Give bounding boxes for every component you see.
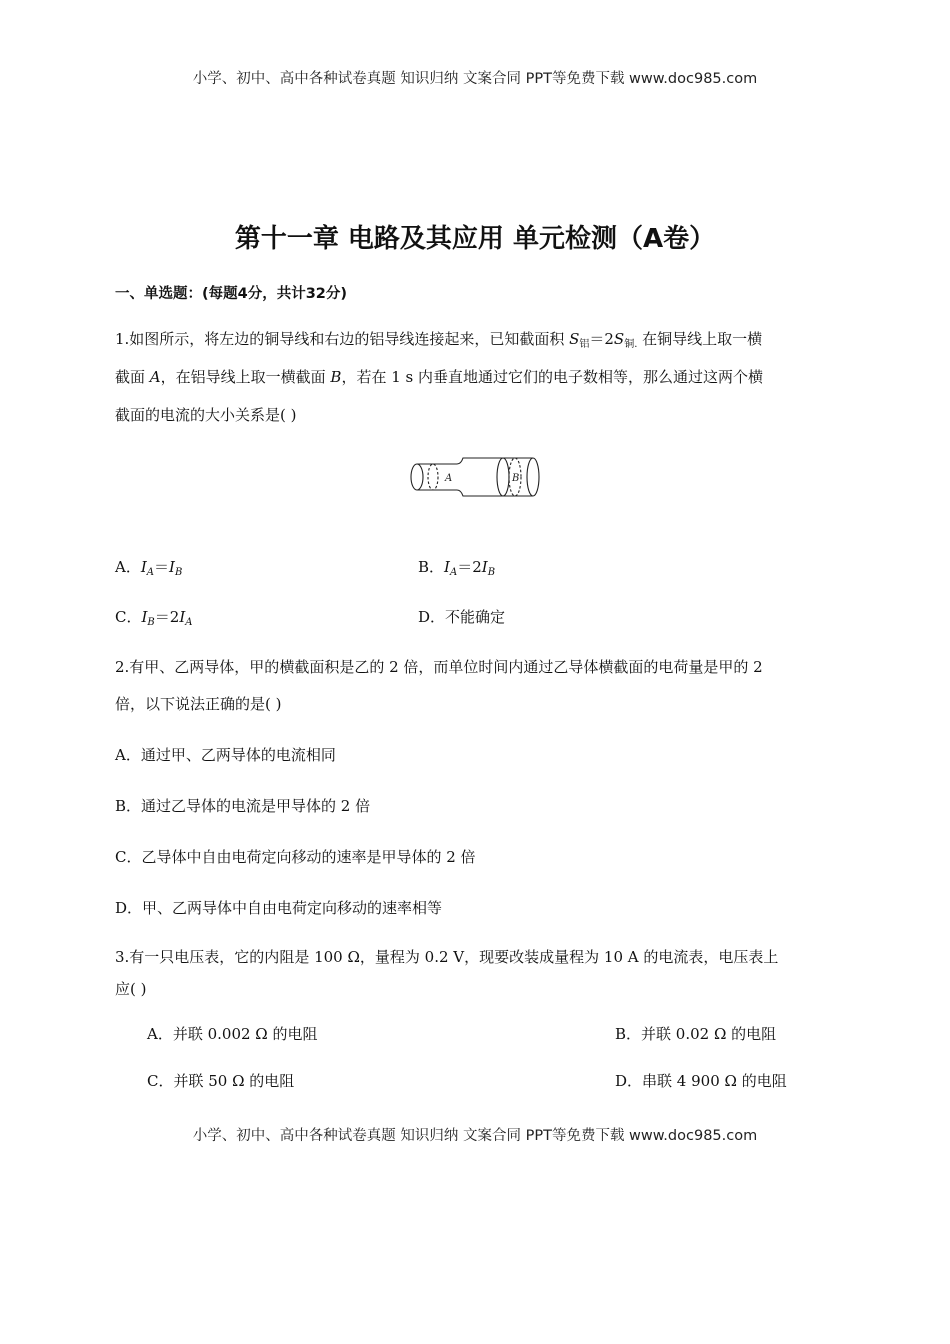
q3-option-d[interactable]: D．串联 4 900 Ω 的电阻 — [615, 1072, 787, 1090]
q1-text: 截面 — [115, 368, 150, 386]
q2-option-c[interactable]: C．乙导体中自由电荷定向移动的速率是甲导体的 2 倍 — [115, 848, 476, 866]
page-title: 第十一章 电路及其应用 单元检测（A卷） — [234, 224, 716, 254]
conductor-figure — [405, 452, 545, 502]
option-eq: ＝2 — [154, 608, 180, 626]
q1-symbol-s: S — [569, 330, 580, 348]
q3-line-2: 应( ) — [115, 980, 147, 998]
option-prefix: B． — [418, 558, 445, 576]
figure-label-a: A — [445, 473, 453, 484]
q3-line-1: 3.有一只电压表，它的内阻是 100 Ω，量程为 0.2 V，现要改装成量程为 10 A 的电流表，电压表上 — [115, 948, 779, 966]
q1-symbol-b: B — [330, 368, 342, 386]
q3-option-c[interactable]: C．并联 50 Ω 的电阻 — [147, 1072, 295, 1090]
q2-line-1: 2.有甲、乙两导体，甲的横截面积是乙的 2 倍，而单位时间内通过乙导体横截面的电荷量是甲的 2 — [115, 658, 763, 676]
symbol-i: I — [169, 558, 175, 576]
q1-option-a[interactable] — [115, 558, 183, 578]
q3-option-b[interactable]: B．并联 0.02 Ω 的电阻 — [615, 1025, 777, 1043]
symbol-i: I — [444, 558, 450, 576]
symbol-i: I — [481, 558, 488, 576]
q1-symbol-a: A — [149, 368, 161, 386]
symbol-sub: B — [147, 617, 155, 628]
q1-symbol-s: S — [613, 330, 625, 348]
q2-option-a[interactable]: A．通过甲、乙两导体的电流相同 — [115, 746, 336, 764]
section-heading: 一、单选题：(每题4分，共计32分) — [115, 286, 348, 302]
q1-option-d[interactable]: D．不能确定 — [418, 608, 506, 626]
q1-line-2 — [115, 370, 763, 385]
q1-line-1 — [115, 330, 763, 350]
q2-option-b[interactable]: B．通过乙导体的电流是甲导体的 2 倍 — [115, 797, 371, 815]
symbol-sub: B — [487, 567, 496, 578]
q1-text: ，若在 1 s 内垂直地通过它们的电子数相等，那么通过这两个横 — [341, 368, 763, 386]
q1-eq: ＝2 — [589, 330, 614, 348]
q1-option-c[interactable] — [115, 608, 193, 628]
q3-option-a[interactable]: A．并联 0.002 Ω 的电阻 — [147, 1025, 318, 1043]
q1-sub-al: 铝 — [579, 339, 590, 350]
aluminum-ring — [497, 458, 509, 496]
bottom-watermark: 小学、初中、高中各种试卷真题 知识归纳 文案合同 PPT等免费下载 www.doc985.com — [192, 1128, 758, 1144]
section-a-ellipse — [428, 464, 438, 490]
top-watermark: 小学、初中、高中各种试卷真题 知识归纳 文案合同 PPT等免费下载 www.doc985.com — [192, 71, 758, 87]
q2-line-2: 倍，以下说法正确的是( ) — [115, 695, 282, 713]
option-prefix: A． — [115, 558, 141, 576]
q1-text: 1.如图所示，将左边的铜导线和右边的铝导线连接起来，已知截面积 — [115, 330, 570, 348]
symbol-sub: A — [449, 567, 458, 578]
symbol-i: I — [179, 608, 186, 626]
q1-text: ，在铝导线上取一横截面 — [160, 368, 331, 386]
q1-option-b[interactable] — [418, 558, 496, 578]
q1-text: 在铜导线上取一横 — [637, 330, 763, 348]
aluminum-right-end — [527, 458, 539, 496]
symbol-sub: B — [174, 567, 183, 578]
option-eq: ＝ — [154, 558, 170, 576]
symbol-sub: A — [185, 617, 193, 628]
symbol-sub: A — [146, 567, 155, 578]
symbol-i: I — [140, 558, 147, 576]
copper-left-end — [411, 464, 423, 490]
option-prefix: C． — [115, 608, 142, 626]
q1-sub-cu: 铜. — [624, 339, 638, 350]
q1-line-3: 截面的电流的大小关系是( ) — [115, 406, 297, 424]
symbol-i: I — [141, 608, 148, 626]
option-eq: ＝2 — [457, 558, 482, 576]
figure-label-b: B — [512, 473, 520, 484]
q2-option-d[interactable]: D．甲、乙两导体中自由电荷定向移动的速率相等 — [115, 899, 443, 917]
